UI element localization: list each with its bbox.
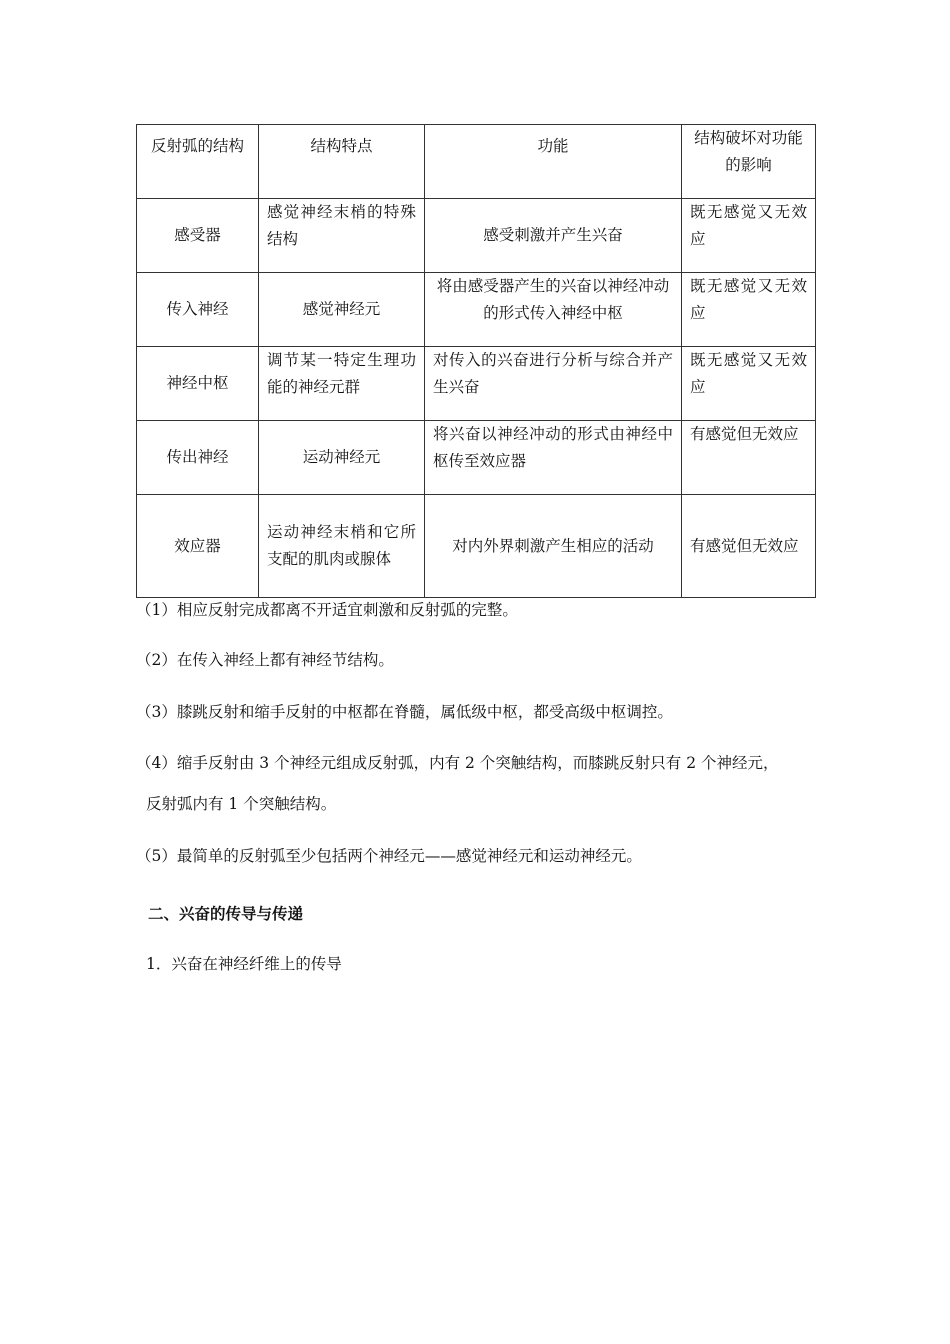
note-3: （3）膝跳反射和缩手反射的中枢都在脊髓，属低级中枢，都受高级中枢调控。 [136, 703, 673, 721]
header-cell-structure: 反射弧的结构 [137, 125, 259, 199]
cell-effect: 有感觉但无效应 [682, 421, 816, 495]
cell-feature: 运动神经末梢和它所支配的肌肉或腺体 [259, 495, 425, 598]
subsection-heading: 1．兴奋在神经纤维上的传导 [146, 955, 342, 973]
cell-feature: 感觉神经末梢的特殊结构 [259, 199, 425, 273]
header-cell-feature: 结构特点 [259, 125, 425, 199]
header-cell-function: 功能 [425, 125, 682, 199]
cell-function: 对传入的兴奋进行分析与综合并产生兴奋 [425, 347, 682, 421]
table-row [137, 495, 816, 598]
reflex-arc-table [136, 124, 816, 598]
cell-effect: 既无感觉又无效应 [682, 347, 816, 421]
cell-function: 对内外界刺激产生相应的活动 [425, 495, 682, 598]
cell-function: 将由感受器产生的兴奋以神经冲动的形式传入神经中枢 [425, 273, 682, 347]
cell-structure: 传出神经 [137, 421, 259, 495]
cell-effect: 有感觉但无效应 [682, 495, 816, 598]
note-5: （5）最简单的反射弧至少包括两个神经元——感觉神经元和运动神经元。 [136, 847, 642, 865]
note-4-continued: 反射弧内有 1 个突触结构。 [146, 795, 337, 813]
table-row [137, 347, 816, 421]
header-cell-effect: 结构破坏对功能的影响 [682, 125, 816, 199]
cell-effect: 既无感觉又无效应 [682, 199, 816, 273]
table-header-row [137, 125, 816, 199]
table-row [137, 199, 816, 273]
section-heading: 二、兴奋的传导与传递 [148, 905, 304, 923]
cell-feature: 感觉神经元 [259, 273, 425, 347]
cell-structure: 神经中枢 [137, 347, 259, 421]
cell-effect: 既无感觉又无效应 [682, 273, 816, 347]
cell-feature: 调节某一特定生理功能的神经元群 [259, 347, 425, 421]
note-1: （1）相应反射完成都离不开适宜刺激和反射弧的完整。 [136, 601, 518, 619]
cell-function: 感受刺激并产生兴奋 [425, 199, 682, 273]
cell-structure: 传入神经 [137, 273, 259, 347]
cell-structure: 效应器 [137, 495, 259, 598]
table-row [137, 421, 816, 495]
cell-structure: 感受器 [137, 199, 259, 273]
note-4: （4）缩手反射由 3 个神经元组成反射弧，内有 2 个突触结构，而膝跳反射只有 2 个神经元， [136, 754, 779, 772]
table-row [137, 273, 816, 347]
note-2: （2）在传入神经上都有神经节结构。 [136, 651, 394, 669]
cell-feature: 运动神经元 [259, 421, 425, 495]
cell-function: 将兴奋以神经冲动的形式由神经中枢传至效应器 [425, 421, 682, 495]
